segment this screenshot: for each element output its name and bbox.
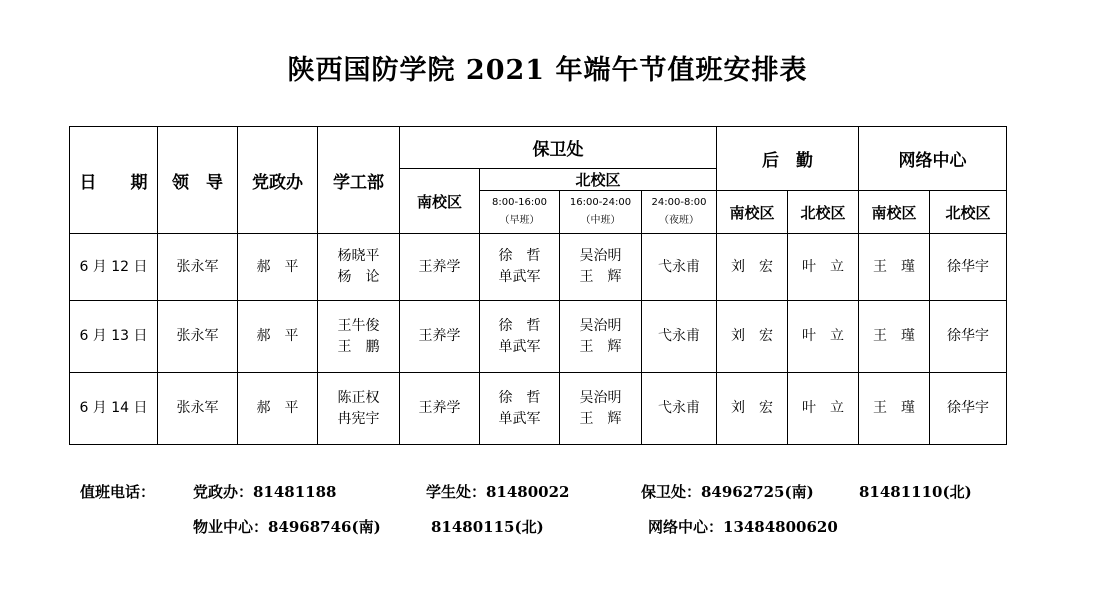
row-security-north-morning — [480, 234, 560, 301]
table-row — [70, 234, 1007, 301]
phone-network-center: 网络中心：13484800620 — [648, 518, 838, 536]
header-shift-middle — [560, 191, 642, 234]
row-leader: 张永军 — [158, 234, 238, 301]
header-logistics: 后 勤 — [717, 127, 859, 191]
security-morning-2: 单武军 — [498, 269, 541, 285]
table-row — [70, 373, 1007, 445]
row-network-north: 徐华宇 — [930, 234, 1007, 301]
phone-label: 值班电话： — [80, 483, 156, 501]
row-security-north-morning — [480, 373, 560, 445]
row-logistics-south: 刘 宏 — [717, 234, 788, 301]
header-shift-night — [642, 191, 717, 234]
row-network-south: 王 瑾 — [859, 234, 930, 301]
header-security-north: 北校区 — [480, 169, 717, 191]
row-logistics-north: 叶 立 — [788, 234, 859, 301]
security-middle-2: 王 辉 — [579, 269, 622, 285]
shift-night-time: 24:00-8:00 — [651, 197, 707, 208]
header-logistics-north: 北校区 — [788, 191, 859, 234]
security-middle-1: 吴治明 — [579, 317, 622, 334]
security-middle-2: 王 辉 — [579, 410, 622, 427]
row-network-south: 王 瑾 — [859, 373, 930, 445]
row-student-affairs — [318, 234, 400, 301]
student-duty-2: 冉宪宇 — [337, 410, 380, 427]
header-party-office: 党政办 — [238, 127, 318, 234]
row-logistics-south: 刘 宏 — [717, 373, 788, 445]
security-morning-2: 单武军 — [498, 410, 541, 427]
row-security-south: 王养学 — [400, 301, 480, 373]
row-security-north-morning — [480, 301, 560, 373]
header-row-1 — [70, 127, 1007, 169]
row-party-office: 郝 平 — [238, 373, 318, 445]
student-duty-1: 陈正权 — [337, 389, 380, 406]
header-leader: 领 导 — [158, 127, 238, 234]
phone-security-north: 81481110(北) — [859, 483, 972, 501]
header-security: 保卫处 — [400, 127, 717, 169]
header-network-south: 南校区 — [859, 191, 930, 234]
row-security-north-middle — [560, 301, 642, 373]
row-security-north-night: 弋永甫 — [642, 234, 717, 301]
security-middle-1: 吴治明 — [579, 389, 622, 406]
shift-night-name: （夜班） — [659, 215, 699, 226]
shift-middle-time: 16:00-24:00 — [569, 197, 632, 208]
row-security-north-night: 弋永甫 — [642, 373, 717, 445]
row-network-south: 王 瑾 — [859, 301, 930, 373]
security-morning-2: 单武军 — [498, 338, 541, 355]
security-morning-1: 徐 哲 — [498, 389, 541, 406]
phone-security-south: 保卫处：84962725(南) — [641, 483, 814, 501]
row-security-north-night: 弋永甫 — [642, 301, 717, 373]
header-logistics-south: 南校区 — [717, 191, 788, 234]
row-student-affairs — [318, 373, 400, 445]
row-security-south: 王养学 — [400, 234, 480, 301]
row-date: 6 月 14 日 — [70, 373, 158, 445]
table-row — [70, 301, 1007, 373]
security-morning-1: 徐 哲 — [498, 317, 541, 334]
header-security-south: 南校区 — [400, 169, 480, 234]
phone-property-south: 物业中心：84968746(南) — [193, 518, 381, 536]
header-student-affairs: 学工部 — [318, 127, 400, 234]
shift-morning-time: 8:00-16:00 — [492, 197, 547, 208]
row-leader: 张永军 — [158, 301, 238, 373]
page-title: 陕西国防学院 2021 年端午节值班安排表 — [287, 55, 808, 86]
row-security-north-middle — [560, 373, 642, 445]
row-date: 6 月 12 日 — [70, 234, 158, 301]
duty-roster-table — [69, 126, 1007, 445]
student-duty-1: 杨晓平 — [337, 248, 380, 264]
row-security-south: 王养学 — [400, 373, 480, 445]
shift-morning-name: （早班） — [499, 215, 540, 226]
header-date: 日 期 — [70, 127, 158, 234]
row-security-north-middle — [560, 234, 642, 301]
header-network-north: 北校区 — [930, 191, 1007, 234]
row-leader: 张永军 — [158, 373, 238, 445]
row-network-north: 徐华宇 — [930, 301, 1007, 373]
security-morning-1: 徐 哲 — [498, 248, 541, 264]
student-duty-2: 王 鹏 — [337, 338, 380, 355]
phone-party-office: 党政办：81481188 — [193, 483, 337, 501]
shift-middle-name: （中班） — [580, 215, 621, 226]
header-shift-morning — [480, 191, 560, 234]
security-middle-1: 吴治明 — [579, 248, 622, 264]
header-network: 网络中心 — [859, 127, 1007, 191]
row-logistics-south: 刘 宏 — [717, 301, 788, 373]
row-logistics-north: 叶 立 — [788, 373, 859, 445]
row-party-office: 郝 平 — [238, 301, 318, 373]
row-date: 6 月 13 日 — [70, 301, 158, 373]
phone-property-north: 81480115(北) — [431, 518, 544, 536]
row-network-north: 徐华宇 — [930, 373, 1007, 445]
security-middle-2: 王 辉 — [579, 338, 622, 355]
student-duty-1: 王牛俊 — [337, 317, 380, 334]
phone-student-office: 学生处：81480022 — [426, 483, 570, 501]
student-duty-2: 杨 论 — [337, 269, 380, 285]
row-party-office: 郝 平 — [238, 234, 318, 301]
row-student-affairs — [318, 301, 400, 373]
row-logistics-north: 叶 立 — [788, 301, 859, 373]
